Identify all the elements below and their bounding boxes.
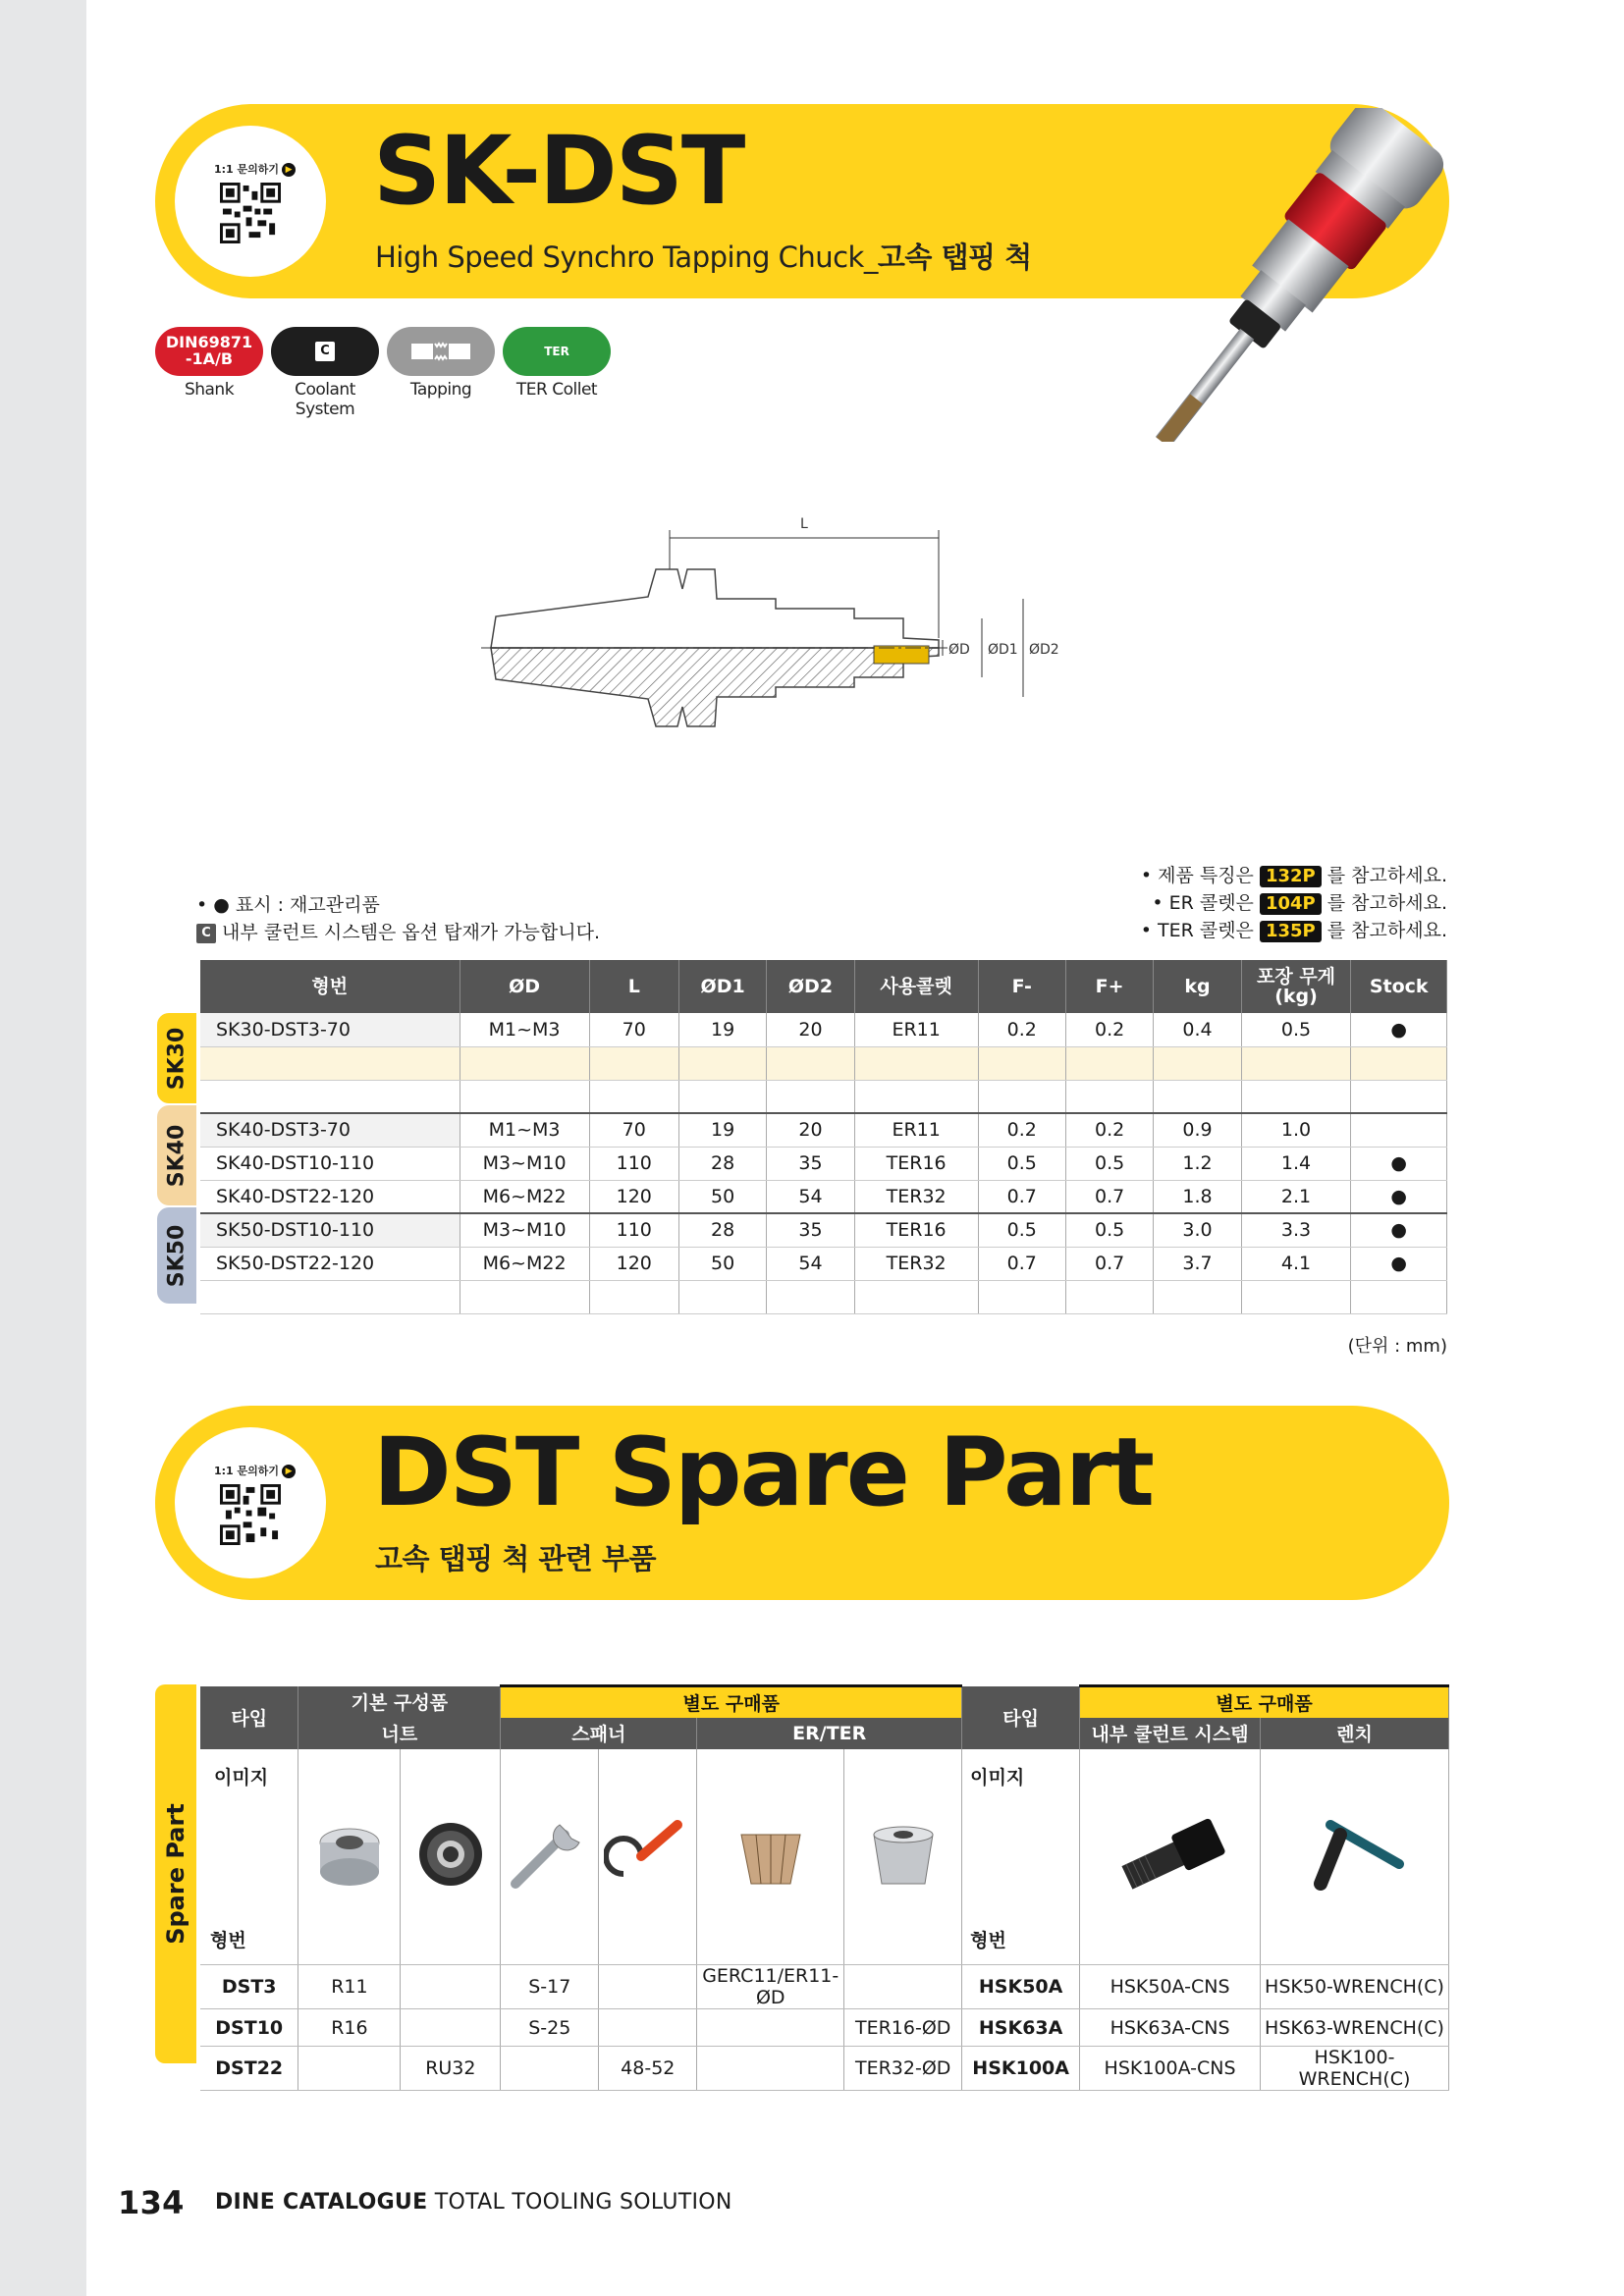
table-row bbox=[200, 1113, 1447, 1147]
model-cell: SK40-DST10-110 bbox=[200, 1147, 460, 1180]
table-cell: M6~M22 bbox=[460, 1247, 589, 1280]
table-cell: 0.5 bbox=[978, 1213, 1065, 1247]
badge-label: Coolant System bbox=[295, 380, 355, 419]
table-row bbox=[200, 1280, 1447, 1313]
qr-label: 1:1 문의하기 ▶ bbox=[214, 1463, 296, 1478]
coolant-icon: C bbox=[315, 342, 335, 361]
group-label-sk50: SK50 bbox=[157, 1207, 196, 1304]
separate-parts-header: 별도 구매품 bbox=[501, 1686, 962, 1718]
model-cell: SK50-DST22-120 bbox=[200, 1247, 460, 1280]
model-cell: SK40-DST22-120 bbox=[200, 1180, 460, 1213]
table-row bbox=[200, 1080, 1447, 1113]
stock-cell: ● bbox=[1351, 1247, 1447, 1280]
model-cell: SK50-DST10-110 bbox=[200, 1213, 460, 1247]
table-cell: 2.1 bbox=[1241, 1180, 1351, 1213]
ter-collet-image bbox=[854, 1815, 952, 1894]
nut-ru-image bbox=[411, 1815, 490, 1894]
note-row: • TER 콜렛은 135P 를 참고하세요. bbox=[1140, 920, 1447, 941]
table-cell: 1.8 bbox=[1154, 1180, 1241, 1213]
qr-code-icon bbox=[220, 1484, 281, 1545]
coolant-badge-pill bbox=[271, 327, 379, 376]
qr-code-icon bbox=[220, 183, 281, 243]
table-cell bbox=[589, 1046, 678, 1080]
table-cell: TER32 bbox=[854, 1247, 978, 1280]
table-cell bbox=[978, 1080, 1065, 1113]
part-number-cell bbox=[844, 1965, 962, 2009]
table-cell: 70 bbox=[589, 1013, 678, 1046]
table-row bbox=[200, 1046, 1447, 1080]
spanner-header: 스패너 bbox=[501, 1718, 697, 1749]
part-number-cell: S-25 bbox=[501, 2009, 599, 2047]
spanner-image bbox=[506, 1815, 594, 1894]
image-label: 이미지 bbox=[970, 1766, 1025, 1789]
image-label-cell bbox=[962, 1749, 1080, 1965]
col-header: ØD1 bbox=[678, 960, 766, 1013]
section-subtitle: 고속 탭핑 척 관련 부품 bbox=[375, 1542, 657, 1575]
part-number-cell bbox=[401, 2009, 501, 2047]
col-header: 포장 무게 (kg) bbox=[1241, 960, 1351, 1013]
table-row bbox=[200, 1213, 1447, 1247]
table-cell: 110 bbox=[589, 1213, 678, 1247]
col-header: kg bbox=[1154, 960, 1241, 1013]
page-footer bbox=[118, 2184, 732, 2221]
table-cell bbox=[1241, 1080, 1351, 1113]
table-cell: 0.5 bbox=[1065, 1213, 1153, 1247]
ter-badge-pill: TER bbox=[503, 327, 611, 376]
part-number-cell: TER32-ØD bbox=[844, 2047, 962, 2091]
table-cell bbox=[1154, 1080, 1241, 1113]
table-cell bbox=[589, 1080, 678, 1113]
badge-ter-collet bbox=[503, 327, 611, 419]
image-cell bbox=[401, 1749, 501, 1965]
spare-part-banner bbox=[155, 1406, 1449, 1600]
model-label: 형번 bbox=[970, 1930, 1006, 1951]
qr-badge[interactable] bbox=[175, 1427, 326, 1578]
stock-cell: ● bbox=[1351, 1013, 1447, 1046]
separate-parts-header: 별도 구매품 bbox=[1080, 1686, 1449, 1718]
group-label-sk30: SK30 bbox=[157, 1013, 196, 1103]
table-cell: 110 bbox=[589, 1147, 678, 1180]
table-cell: 28 bbox=[678, 1213, 766, 1247]
part-number-cell bbox=[501, 2047, 599, 2091]
page-ref-tag[interactable]: 104P bbox=[1260, 893, 1322, 915]
wrench-image bbox=[1281, 1805, 1429, 1903]
table-cell bbox=[1241, 1046, 1351, 1080]
page-number: 134 bbox=[118, 2184, 185, 2221]
table-cell: 3.0 bbox=[1154, 1213, 1241, 1247]
basic-parts-header: 기본 구성품 bbox=[298, 1686, 501, 1718]
part-number-cell bbox=[599, 1965, 697, 2009]
coolant-system-header: 내부 쿨런트 시스템 bbox=[1080, 1718, 1261, 1749]
part-number-cell: HSK100-WRENCH(C) bbox=[1261, 2047, 1449, 2091]
table-cell: 1.0 bbox=[1241, 1113, 1351, 1147]
type-cell: DST10 bbox=[200, 2009, 298, 2047]
spare-part-side-label: Spare Part bbox=[155, 1684, 196, 2063]
wrench-header: 렌치 bbox=[1261, 1718, 1449, 1749]
table-cell: 0.5 bbox=[1065, 1147, 1153, 1180]
table-cell: M6~M22 bbox=[460, 1180, 589, 1213]
table-cell: 20 bbox=[767, 1013, 854, 1046]
table-row bbox=[200, 1013, 1447, 1046]
table-cell: 50 bbox=[678, 1180, 766, 1213]
table-cell bbox=[1154, 1280, 1241, 1313]
part-number-cell: S-17 bbox=[501, 1965, 599, 2009]
table-cell: 0.2 bbox=[1065, 1113, 1153, 1147]
table-cell: ER11 bbox=[854, 1013, 978, 1046]
tapping-badge-pill bbox=[387, 327, 495, 376]
col-header: 형번 bbox=[200, 960, 460, 1013]
col-header: F- bbox=[978, 960, 1065, 1013]
badge-label: Shank bbox=[184, 380, 235, 400]
model-cell: SK30-DST3-70 bbox=[200, 1013, 460, 1046]
col-header: F+ bbox=[1065, 960, 1153, 1013]
dim-label-D2: ØD2 bbox=[1029, 642, 1059, 658]
image-label: 이미지 bbox=[214, 1766, 269, 1789]
stock-cell bbox=[1351, 1080, 1447, 1113]
table-cell bbox=[678, 1280, 766, 1313]
dim-label-D: ØD bbox=[948, 642, 970, 658]
table-cell bbox=[460, 1280, 589, 1313]
table-cell: M3~M10 bbox=[460, 1213, 589, 1247]
badge-shank bbox=[155, 327, 263, 419]
page-title: SK-DST bbox=[373, 116, 744, 226]
part-number-cell: R11 bbox=[298, 1965, 401, 2009]
table-cell: 0.7 bbox=[978, 1247, 1065, 1280]
table-cell bbox=[589, 1280, 678, 1313]
type-header: 타입 bbox=[200, 1686, 298, 1749]
table-cell: 54 bbox=[767, 1180, 854, 1213]
qr-badge[interactable] bbox=[175, 126, 326, 277]
col-header: ØD2 bbox=[767, 960, 854, 1013]
dim-label-L: L bbox=[800, 516, 808, 532]
image-cell bbox=[1080, 1749, 1261, 1965]
qr-label: 1:1 문의하기 ▶ bbox=[214, 161, 296, 177]
table-cell bbox=[460, 1080, 589, 1113]
part-number-cell bbox=[401, 1965, 501, 2009]
table-cell: 19 bbox=[678, 1013, 766, 1046]
table-cell: 19 bbox=[678, 1113, 766, 1147]
table-cell: 0.2 bbox=[1065, 1013, 1153, 1046]
table-cell bbox=[767, 1080, 854, 1113]
badge-label: Tapping bbox=[409, 380, 472, 400]
table-cell: 0.2 bbox=[978, 1113, 1065, 1147]
stock-cell: ● bbox=[1351, 1213, 1447, 1247]
model-cell: SK40-DST3-70 bbox=[200, 1113, 460, 1147]
table-cell: 0.5 bbox=[1241, 1013, 1351, 1046]
table-cell bbox=[767, 1046, 854, 1080]
table-header-row bbox=[200, 960, 1447, 1013]
reference-notes bbox=[1141, 862, 1447, 944]
stock-notes bbox=[196, 891, 600, 946]
nut-header: 너트 bbox=[298, 1718, 501, 1749]
coolant-system-image bbox=[1102, 1810, 1239, 1898]
table-cell: 0.7 bbox=[978, 1180, 1065, 1213]
footer-brand: DINE CATALOGUE bbox=[215, 2190, 428, 2215]
badge-label: TER Collet bbox=[515, 380, 598, 400]
table-cell bbox=[854, 1080, 978, 1113]
table-cell bbox=[1154, 1046, 1241, 1080]
image-cell bbox=[298, 1749, 401, 1965]
part-number-cell: R16 bbox=[298, 2009, 401, 2047]
dim-label-D1: ØD1 bbox=[988, 642, 1018, 658]
note-row: • ER 콜렛은 104P 를 참고하세요. bbox=[1152, 892, 1447, 914]
stock-cell bbox=[1351, 1113, 1447, 1147]
stock-cell bbox=[1351, 1280, 1447, 1313]
model-cell bbox=[200, 1080, 460, 1113]
table-cell bbox=[978, 1280, 1065, 1313]
image-row bbox=[200, 1749, 1449, 1965]
col-header: L bbox=[589, 960, 678, 1013]
col-header: Stock bbox=[1351, 960, 1447, 1013]
table-cell: ER11 bbox=[854, 1113, 978, 1147]
part-number-cell: HSK50-WRENCH(C) bbox=[1261, 1965, 1449, 2009]
part-number-cell: HSK50A-CNS bbox=[1080, 1965, 1261, 2009]
table-cell bbox=[678, 1080, 766, 1113]
type-cell: DST3 bbox=[200, 1965, 298, 2009]
table-cell: TER32 bbox=[854, 1180, 978, 1213]
table-cell: M1~M3 bbox=[460, 1113, 589, 1147]
badge-tapping bbox=[387, 327, 495, 419]
type-cell: HSK50A bbox=[962, 1965, 1080, 2009]
part-number-cell: TER16-ØD bbox=[844, 2009, 962, 2047]
technical-drawing bbox=[481, 510, 1110, 766]
image-cell bbox=[501, 1749, 599, 1965]
image-cell bbox=[599, 1749, 697, 1965]
table-row bbox=[200, 1147, 1447, 1180]
table-cell bbox=[1241, 1280, 1351, 1313]
type-cell: HSK63A bbox=[962, 2009, 1080, 2047]
stock-cell: ● bbox=[1351, 1180, 1447, 1213]
part-number-cell bbox=[697, 2009, 844, 2047]
table-cell bbox=[854, 1046, 978, 1080]
table-cell: 50 bbox=[678, 1247, 766, 1280]
part-number-cell: 48-52 bbox=[599, 2047, 697, 2091]
table-cell bbox=[1065, 1080, 1153, 1113]
product-image bbox=[1100, 108, 1473, 442]
part-number-cell bbox=[298, 2047, 401, 2091]
feature-badges bbox=[155, 327, 611, 419]
tapping-icon bbox=[411, 340, 470, 363]
table-cell bbox=[978, 1046, 1065, 1080]
image-cell bbox=[844, 1749, 962, 1965]
part-number-cell: HSK63-WRENCH(C) bbox=[1261, 2009, 1449, 2047]
type-cell: HSK100A bbox=[962, 2047, 1080, 2091]
part-number-cell bbox=[697, 2047, 844, 2091]
left-margin-bar bbox=[0, 0, 86, 2296]
table-cell: 3.7 bbox=[1154, 1247, 1241, 1280]
image-cell bbox=[697, 1749, 844, 1965]
table-cell: M3~M10 bbox=[460, 1147, 589, 1180]
nut-r-image bbox=[310, 1815, 389, 1894]
table-cell: TER16 bbox=[854, 1147, 978, 1180]
col-header: 사용콜렛 bbox=[854, 960, 978, 1013]
er-collet-image bbox=[722, 1815, 820, 1894]
table-cell: 3.3 bbox=[1241, 1213, 1351, 1247]
stock-legend: • ● 표시 : 재고관리품 bbox=[196, 894, 380, 916]
table-row bbox=[200, 1247, 1447, 1280]
part-number-cell bbox=[599, 2009, 697, 2047]
table-cell: 35 bbox=[767, 1147, 854, 1180]
table-row bbox=[200, 1965, 1449, 2009]
col-header: ØD bbox=[460, 960, 589, 1013]
image-cell bbox=[1261, 1749, 1449, 1965]
table-cell: M1~M3 bbox=[460, 1013, 589, 1046]
table-cell: 1.4 bbox=[1241, 1147, 1351, 1180]
table-cell: 0.7 bbox=[1065, 1180, 1153, 1213]
table-cell: 20 bbox=[767, 1113, 854, 1147]
table-cell: 0.9 bbox=[1154, 1113, 1241, 1147]
badge-coolant bbox=[271, 327, 379, 419]
part-number-cell: HSK100A-CNS bbox=[1080, 2047, 1261, 2091]
stock-cell: ● bbox=[1351, 1147, 1447, 1180]
part-number-cell: RU32 bbox=[401, 2047, 501, 2091]
table-cell bbox=[1065, 1280, 1153, 1313]
table-cell: 120 bbox=[589, 1180, 678, 1213]
collet-header: ER/TER bbox=[697, 1718, 962, 1749]
table-cell: 35 bbox=[767, 1213, 854, 1247]
type-header: 타입 bbox=[962, 1686, 1080, 1749]
table-cell: 0.2 bbox=[978, 1013, 1065, 1046]
note-row: • 제품 특징은 132P 를 참고하세요. bbox=[1140, 865, 1447, 886]
spec-table bbox=[200, 960, 1447, 1314]
footer-tagline: TOTAL TOOLING SOLUTION bbox=[434, 2190, 732, 2215]
table-cell bbox=[767, 1280, 854, 1313]
table-cell: 4.1 bbox=[1241, 1247, 1351, 1280]
coolant-note: C 내부 쿨런트 시스템은 옵션 탑재가 가능합니다. bbox=[196, 919, 600, 946]
image-label-cell bbox=[200, 1749, 298, 1965]
page-subtitle: High Speed Synchro Tapping Chuck_고속 탭핑 척 bbox=[375, 240, 1032, 274]
spare-part-table bbox=[200, 1684, 1449, 2091]
section-title: DST Spare Part bbox=[373, 1417, 1154, 1527]
table-cell: 120 bbox=[589, 1247, 678, 1280]
type-cell: DST22 bbox=[200, 2047, 298, 2091]
table-row bbox=[200, 1180, 1447, 1213]
part-number-cell: HSK63A-CNS bbox=[1080, 2009, 1261, 2047]
table-cell bbox=[460, 1046, 589, 1080]
part-number-cell: GERC11/ER11-ØD bbox=[697, 1965, 844, 2009]
shank-badge-pill: DIN69871 -1A/B bbox=[155, 327, 263, 376]
table-cell bbox=[678, 1046, 766, 1080]
table-cell: 1.2 bbox=[1154, 1147, 1241, 1180]
model-cell bbox=[200, 1046, 460, 1080]
table-row bbox=[200, 2009, 1449, 2047]
stock-cell bbox=[1351, 1046, 1447, 1080]
table-cell bbox=[1065, 1046, 1153, 1080]
table-cell: 0.5 bbox=[978, 1147, 1065, 1180]
group-label-sk40: SK40 bbox=[157, 1105, 196, 1205]
table-row bbox=[200, 2047, 1449, 2091]
unit-note: (단위 : mm) bbox=[1347, 1336, 1447, 1357]
table-cell: 70 bbox=[589, 1113, 678, 1147]
table-cell: 54 bbox=[767, 1247, 854, 1280]
model-cell bbox=[200, 1280, 460, 1313]
hook-spanner-image bbox=[604, 1815, 692, 1894]
table-cell: 0.7 bbox=[1065, 1247, 1153, 1280]
table-cell: 0.4 bbox=[1154, 1013, 1241, 1046]
page-ref-tag[interactable]: 132P bbox=[1260, 866, 1322, 887]
table-cell: 28 bbox=[678, 1147, 766, 1180]
table-cell: TER16 bbox=[854, 1213, 978, 1247]
table-cell bbox=[854, 1280, 978, 1313]
coolant-icon: C bbox=[196, 924, 216, 943]
page-ref-tag[interactable]: 135P bbox=[1260, 921, 1322, 942]
model-label: 형번 bbox=[210, 1930, 246, 1951]
